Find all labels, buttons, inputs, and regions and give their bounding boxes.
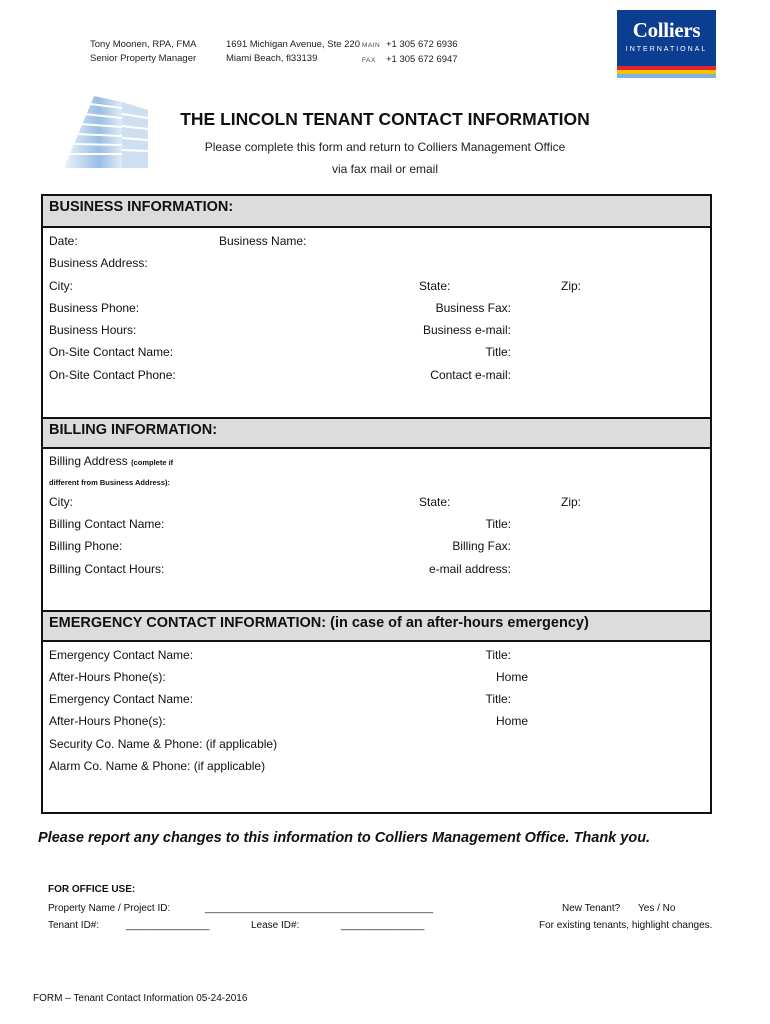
manager-title: Senior Property Manager xyxy=(90,53,197,64)
manager-block xyxy=(90,38,196,66)
after-hours-phone-1[interactable]: After-Hours Phone(s): xyxy=(49,670,166,684)
changes-notice: Please report any changes to this information to Colliers Management Office. Thank you. xyxy=(38,830,651,846)
business-email-label[interactable]: Business e-mail: xyxy=(422,323,511,337)
billing-email-label[interactable]: e-mail address: xyxy=(428,562,511,576)
alarm-company-label[interactable]: Alarm Co. Name & Phone: (if applicable) xyxy=(49,759,266,773)
manager-name: Tony Moonen, RPA, FMA xyxy=(90,39,197,50)
billing-address-label[interactable] xyxy=(49,454,173,468)
existing-tenants-note: For existing tenants, highlight changes. xyxy=(539,920,713,931)
business-fax-label[interactable]: Business Fax: xyxy=(435,301,511,315)
business-hours-label[interactable]: Business Hours: xyxy=(49,323,137,337)
lease-id-line[interactable]: _______________ xyxy=(341,920,425,931)
fax-tag: FAX xyxy=(362,57,376,64)
business-heading: BUSINESS INFORMATION: xyxy=(43,196,710,228)
city-label[interactable]: City: xyxy=(49,279,73,293)
subtitle-line1: Please complete this form and return to Colliers Management Office xyxy=(204,140,566,154)
billing-address-note: (complete if xyxy=(131,458,174,467)
subtitle-line2: via fax mail or email xyxy=(331,162,439,176)
billing-fax-label[interactable]: Billing Fax: xyxy=(452,539,511,553)
form-footer: FORM – Tenant Contact Information 05-24-2016 xyxy=(33,993,248,1004)
state-label[interactable]: State: xyxy=(419,279,451,293)
billing-contact-name-label[interactable]: Billing Contact Name: xyxy=(49,517,165,531)
billing-phone-label[interactable]: Billing Phone: xyxy=(49,539,123,553)
date-label[interactable]: Date: xyxy=(49,234,78,248)
phone-block xyxy=(362,38,458,68)
emergency-section xyxy=(41,610,712,814)
zip-label[interactable]: Zip: xyxy=(561,279,582,293)
billing-title-label[interactable]: Title: xyxy=(485,517,511,531)
home-phone-2[interactable]: Home xyxy=(495,714,528,728)
onsite-contact-phone-label[interactable]: On-Site Contact Phone: xyxy=(49,368,176,382)
main-tag: MAIN xyxy=(362,42,381,49)
business-title-label[interactable]: Title: xyxy=(485,345,511,359)
business-name-label[interactable]: Business Name: xyxy=(219,234,307,248)
main-phone: +1 305 672 6936 xyxy=(386,39,458,50)
tenant-id-line[interactable]: _______________ xyxy=(126,920,210,931)
logo-sub: INTERNATIONAL xyxy=(625,46,708,53)
office-use-heading: FOR OFFICE USE: xyxy=(48,884,136,895)
logo-name: Colliers xyxy=(632,18,701,42)
business-phone-label[interactable]: Business Phone: xyxy=(49,301,140,315)
after-hours-phone-2[interactable]: After-Hours Phone(s): xyxy=(49,714,166,728)
logo-stripe-lightblue xyxy=(617,74,716,78)
new-tenant-label: New Tenant? xyxy=(562,903,621,914)
emergency-heading: EMERGENCY CONTACT INFORMATION: (in case of an after-hours emergency) xyxy=(43,610,710,642)
business-section xyxy=(41,194,712,419)
home-phone-1[interactable]: Home xyxy=(495,670,528,684)
address-block xyxy=(226,38,360,66)
colliers-logo xyxy=(617,10,716,78)
property-name-label: Property Name / Project ID: xyxy=(48,903,171,914)
billing-zip-label[interactable]: Zip: xyxy=(561,495,582,509)
billing-city-label[interactable]: City: xyxy=(49,495,73,509)
business-address-label[interactable]: Business Address: xyxy=(49,256,148,270)
billing-section xyxy=(41,417,712,612)
contact-email-label[interactable]: Contact e-mail: xyxy=(430,368,511,382)
fax-phone: +1 305 672 6947 xyxy=(386,54,458,65)
address-line2: Miami Beach, fl33139 xyxy=(226,53,318,64)
billing-state-label[interactable]: State: xyxy=(419,495,451,509)
billing-address-note2: different from Business Address): xyxy=(49,478,170,487)
emergency-contact-name-2[interactable]: Emergency Contact Name: xyxy=(49,692,194,706)
emergency-title-1[interactable]: Title: xyxy=(485,648,511,662)
yes-no-options[interactable]: Yes / No xyxy=(638,903,676,914)
billing-address-text: Billing Address xyxy=(49,454,128,468)
page-title: THE LINCOLN TENANT CONTACT INFORMATION xyxy=(180,109,590,129)
address-line1: 1691 Michigan Avenue, Ste 220 xyxy=(226,39,360,50)
emergency-contact-name-1[interactable]: Emergency Contact Name: xyxy=(49,648,194,662)
property-name-line[interactable]: _________________________________________ xyxy=(205,903,434,914)
onsite-contact-name-label[interactable]: On-Site Contact Name: xyxy=(49,345,174,359)
billing-heading: BILLING INFORMATION: xyxy=(43,417,710,449)
security-company-label[interactable]: Security Co. Name & Phone: (if applicable) xyxy=(49,737,278,751)
emergency-title-2[interactable]: Title: xyxy=(485,692,511,706)
building-icon xyxy=(60,94,152,170)
tenant-id-label: Tenant ID#: xyxy=(48,920,100,931)
lease-id-label: Lease ID#: xyxy=(251,920,300,931)
billing-contact-hours-label[interactable]: Billing Contact Hours: xyxy=(49,562,165,576)
